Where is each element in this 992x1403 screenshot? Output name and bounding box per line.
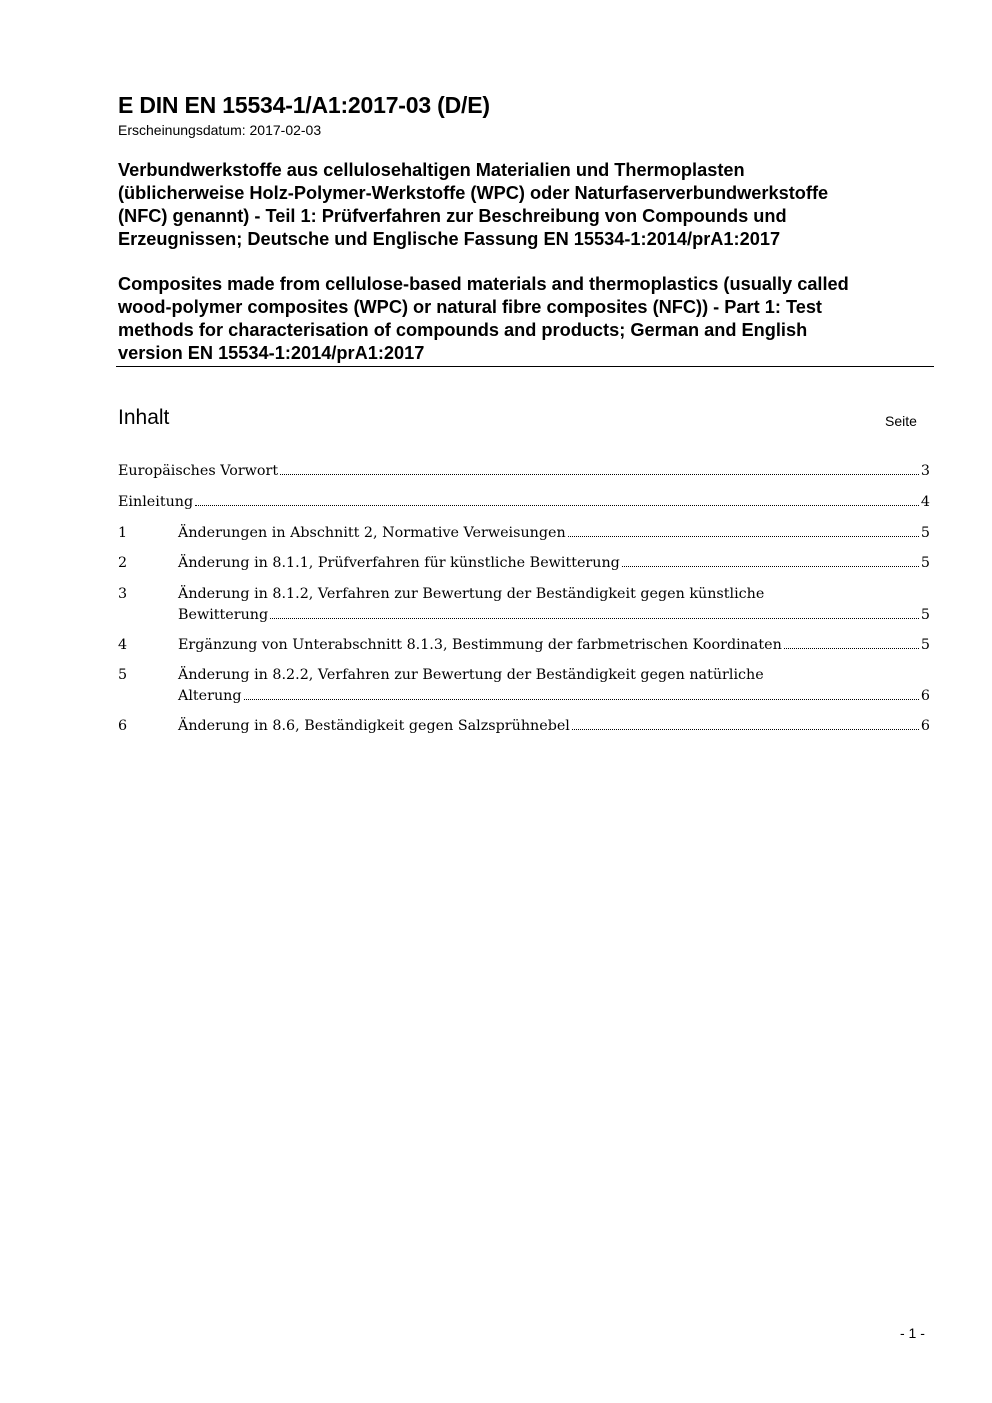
toc-entry-number: 4 (118, 637, 128, 653)
title-german-line: Erzeugnissen; Deutsche und Englische Fassung EN 15534-1:2014/prA1:2017 (118, 229, 781, 249)
toc-entry-page: 4 (920, 494, 930, 510)
toc-entry-number: 2 (118, 555, 128, 571)
title-german-line: (üblicherweise Holz-Polymer-Werkstoffe (WPC) oder Naturfaserverbundwerkstoffe (118, 183, 829, 203)
title-german-line: Verbundwerkstoffe aus cellulosehaltigen Materialien und Thermoplasten (118, 160, 745, 180)
toc-entry-number: 6 (118, 718, 128, 734)
toc-entry-page: 5 (920, 555, 930, 571)
toc-entry-line (178, 525, 930, 541)
toc-leader-dots (784, 648, 919, 649)
toc-leader-dots (244, 699, 919, 700)
toc-entry-line (178, 555, 930, 571)
document-id: E DIN EN 15534-1/A1:2017-03 (D/E) (118, 92, 490, 118)
toc-entry-number: 5 (118, 667, 128, 683)
toc-entry-line (178, 718, 930, 734)
toc-heading: Inhalt (118, 406, 170, 429)
page-number: - 1 - (900, 1325, 925, 1341)
toc-entry-title: Änderung in 8.1.1, Prüfverfahren für künstliche Bewitterung (178, 555, 620, 571)
toc-entry-number: 3 (118, 586, 128, 602)
title-german (118, 159, 948, 251)
toc-leader-dots (622, 566, 919, 567)
toc-entry-line (118, 494, 930, 510)
toc-entry-page: 5 (920, 525, 930, 541)
title-english (118, 273, 948, 365)
title-divider (116, 366, 934, 367)
title-german-line: (NFC) genannt) - Teil 1: Prüfverfahren zur Beschreibung von Compounds und (118, 206, 787, 226)
toc-entry-line (118, 463, 930, 479)
toc-entry-title: Europäisches Vorwort (118, 463, 279, 479)
toc-entry-page: 5 (920, 607, 930, 623)
toc-leader-dots (195, 505, 919, 506)
title-english-line: Composites made from cellulose-based materials and thermoplastics (usually called (118, 274, 849, 294)
toc-entry-title: Ergänzung von Unterabschnitt 8.1.3, Bestimmung der farbmetrischen Koordinaten (178, 637, 782, 653)
toc-page-column-label: Seite (885, 413, 917, 429)
title-english-line: version EN 15534-1:2014/prA1:2017 (118, 343, 425, 363)
toc-entry-page: 3 (920, 463, 930, 479)
toc-entry-title-first-line: Änderung in 8.1.2, Verfahren zur Bewertung der Beständigkeit gegen künstliche (178, 586, 765, 602)
toc-entry-title: Bewitterung (178, 607, 269, 623)
toc-leader-dots (280, 474, 919, 475)
toc-entry-page: 6 (920, 688, 930, 704)
toc-leader-dots (568, 536, 919, 537)
toc-entry-line (178, 607, 930, 623)
toc-leader-dots (572, 729, 919, 730)
toc-entry-title: Einleitung (118, 494, 194, 510)
toc-entry-title: Änderung in 8.6, Beständigkeit gegen Salzsprühnebel (178, 718, 570, 734)
toc-entry-line (178, 637, 930, 653)
toc-entry-title: Alterung (178, 688, 242, 704)
toc-entry-page: 6 (920, 718, 930, 734)
title-english-line: methods for characterisation of compounds and products; German and English (118, 320, 808, 340)
title-english-line: wood-polymer composites (WPC) or natural fibre composites (NFC)) - Part 1: Test (118, 297, 822, 317)
toc-entry-line (178, 688, 930, 704)
toc-entry-title: Änderungen in Abschnitt 2, Normative Verweisungen (178, 525, 566, 541)
toc-leader-dots (270, 618, 919, 619)
publication-date: Erscheinungsdatum: 2017-02-03 (118, 122, 322, 138)
toc-entry-page: 5 (920, 637, 930, 653)
toc-entry-title-first-line: Änderung in 8.2.2, Verfahren zur Bewertung der Beständigkeit gegen natürliche (178, 667, 764, 683)
toc-entry-number: 1 (118, 525, 128, 541)
